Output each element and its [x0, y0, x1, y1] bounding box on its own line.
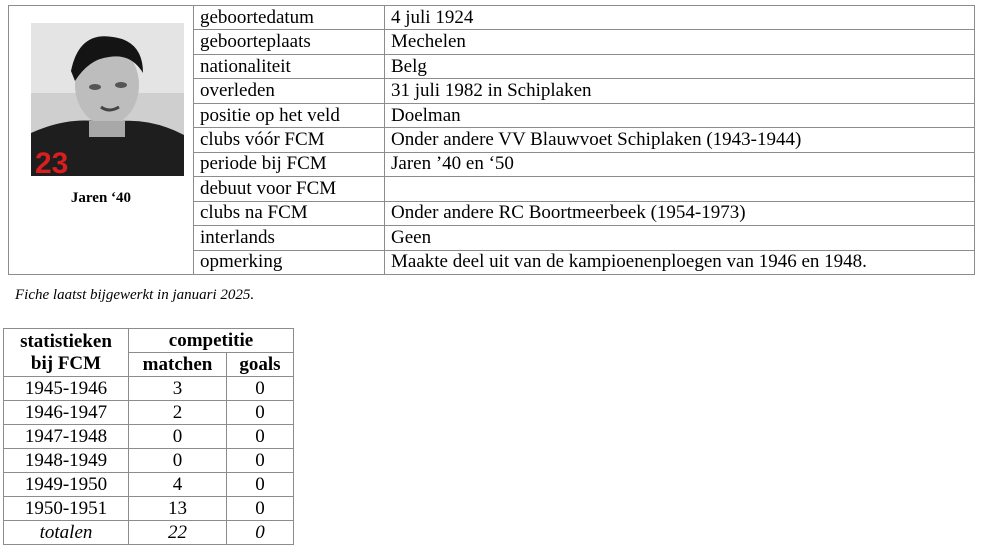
stats-header-group: competitie — [129, 329, 294, 353]
jersey-number: 23 — [35, 147, 69, 176]
stats-row — [4, 449, 294, 473]
update-note: Fiche laatst bijgewerkt in januari 2025. — [15, 287, 255, 303]
stats-season: 1946-1947 — [4, 401, 129, 425]
profile-label: overleden — [194, 79, 385, 103]
stats-goals: 0 — [227, 401, 294, 425]
profile-label: geboorteplaats — [194, 30, 385, 54]
profile-label: clubs vóór FCM — [194, 128, 385, 152]
stats-header-line-2: bij FCM — [30, 352, 102, 374]
stats-season: 1950-1951 — [4, 497, 129, 521]
stats-total-row — [4, 521, 294, 545]
statistics-table — [3, 328, 294, 545]
profile-value: Jaren ’40 en ‘50 — [385, 152, 975, 176]
profile-label: geboortedatum — [194, 6, 385, 30]
profile-value: Geen — [385, 226, 975, 250]
profile-label: interlands — [194, 226, 385, 250]
profile-value: Doelman — [385, 103, 975, 127]
stats-row — [4, 473, 294, 497]
profile-label: opmerking — [194, 250, 385, 274]
stats-season: 1947-1948 — [4, 425, 129, 449]
profile-value: Mechelen — [385, 30, 975, 54]
profile-value: Belg — [385, 54, 975, 78]
profile-value — [385, 177, 975, 201]
player-photo — [31, 23, 184, 176]
stats-goals: 0 — [227, 377, 294, 401]
stats-matches: 4 — [129, 473, 227, 497]
stats-total-goals: 0 — [227, 521, 294, 545]
stats-season: 1948-1949 — [4, 449, 129, 473]
profile-value: 4 juli 1924 — [385, 6, 975, 30]
photo-caption: Jaren ‘40 — [70, 190, 132, 206]
stats-col-goals: goals — [227, 353, 294, 377]
stats-header-row — [4, 329, 294, 353]
stats-goals: 0 — [227, 497, 294, 521]
profile-value: Onder andere RC Boortmeerbeek (1954-1973) — [385, 201, 975, 225]
profile-label: clubs na FCM — [194, 201, 385, 225]
profile-label: debuut voor FCM — [194, 177, 385, 201]
stats-row — [4, 377, 294, 401]
stats-header-line-1: statistieken — [20, 330, 112, 352]
stats-matches: 2 — [129, 401, 227, 425]
profile-value: 31 juli 1982 in Schiplaken — [385, 79, 975, 103]
profile-label: positie op het veld — [194, 103, 385, 127]
stats-total-label: totalen — [4, 521, 129, 545]
stats-season: 1949-1950 — [4, 473, 129, 497]
stats-goals: 0 — [227, 473, 294, 497]
stats-goals: 0 — [227, 425, 294, 449]
stats-row — [4, 497, 294, 521]
stats-row — [4, 401, 294, 425]
stats-season: 1945-1946 — [4, 377, 129, 401]
player-profile-table — [8, 5, 975, 275]
stats-total-matches: 22 — [129, 521, 227, 545]
stats-col-matches: matchen — [129, 353, 227, 377]
stats-matches: 13 — [129, 497, 227, 521]
stats-matches: 3 — [129, 377, 227, 401]
profile-row — [9, 6, 975, 30]
profile-label: nationaliteit — [194, 54, 385, 78]
stats-matches: 0 — [129, 449, 227, 473]
profile-label: periode bij FCM — [194, 152, 385, 176]
profile-value: Maakte deel uit van de kampioenenploegen van 1946 en 1948. — [385, 250, 975, 274]
stats-goals: 0 — [227, 449, 294, 473]
stats-row — [4, 425, 294, 449]
photo-cell — [9, 6, 194, 275]
profile-value: Onder andere VV Blauwvoet Schiplaken (1943-1944) — [385, 128, 975, 152]
stats-header-title — [4, 329, 129, 377]
stats-matches: 0 — [129, 425, 227, 449]
